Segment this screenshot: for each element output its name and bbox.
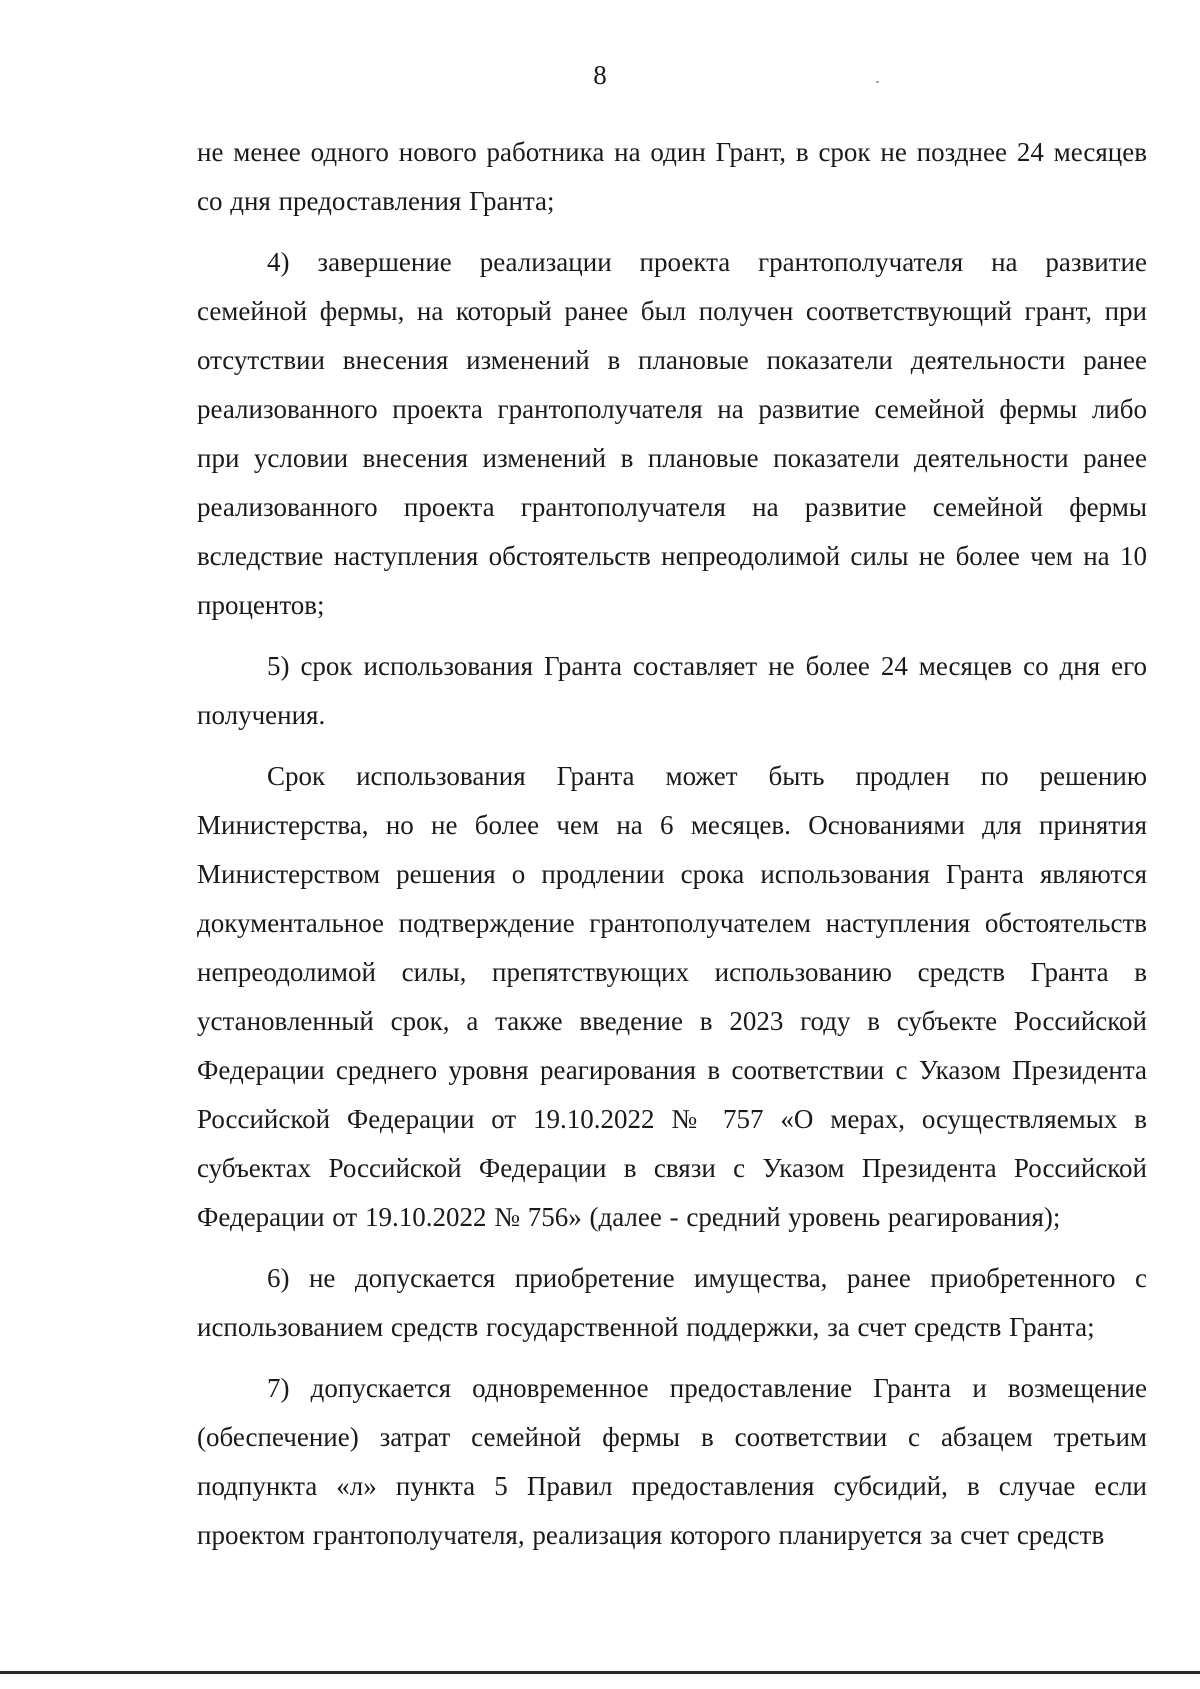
paragraph-item-5: 5) срок использования Гранта составляет не более 24 месяцев со дня его получения.	[197, 651, 1147, 730]
page-bottom-edge	[0, 1671, 1200, 1674]
paragraph-continuation: не менее одного нового работника на один Грант, в срок не позднее 24 месяцев со дня предоставления Гранта;	[197, 137, 1147, 216]
scan-speck	[876, 81, 879, 83]
page-number: 8	[593, 60, 607, 90]
document-body	[197, 128, 1147, 1572]
paragraph-grant-extension: Срок использования Гранта может быть продлен по решению Министерства, но не более чем на 6 месяцев. Основаниями для принятия Министерством решения о продлении срока использования Гранта являются документальное подтверждение грантополучателем наступления обстоятельств непреодолимой силы, препятствующих использованию средств Гранта в установленный срок, а также введение в 2023 году в субъекте Российской Федерации среднего уровня реагирования в соответствии с Указом Президента Российской Федерации от 19.10.2022 № 757 «О мерах, осуществляемых в субъектах Российской Федерации в связи с Указом Президента Российской Федерации от 19.10.2022 № 756» (далее - средний уровень реагирования);	[197, 761, 1147, 1232]
paragraph-item-7: 7) допускается одновременное предоставление Гранта и возмещение (обеспечение) затрат семейной фермы в соответствии с абзацем третьим подпункта «л» пункта 5 Правил предоставления субсидий, в случае если проектом грантополучателя, реализация которого планируется за счет средств	[197, 1373, 1147, 1550]
paragraph-item-4: 4) завершение реализации проекта грантополучателя на развитие семейной фермы, на который ранее был получен соответствующий грант, при отсутствии внесения изменений в плановые показатели деятельности ранее реализованного проекта грантополучателя на развитие семейной фермы либо при условии внесения изменений в плановые показатели деятельности ранее реализованного проекта грантополучателя на развитие семейной фермы вследствие наступления обстоятельств непреодолимой силы не более чем на 10 процентов;	[197, 247, 1147, 620]
paragraph-item-6: 6) не допускается приобретение имущества, ранее приобретенного с использованием средств государственной поддержки, за счет средств Гранта;	[197, 1263, 1147, 1342]
